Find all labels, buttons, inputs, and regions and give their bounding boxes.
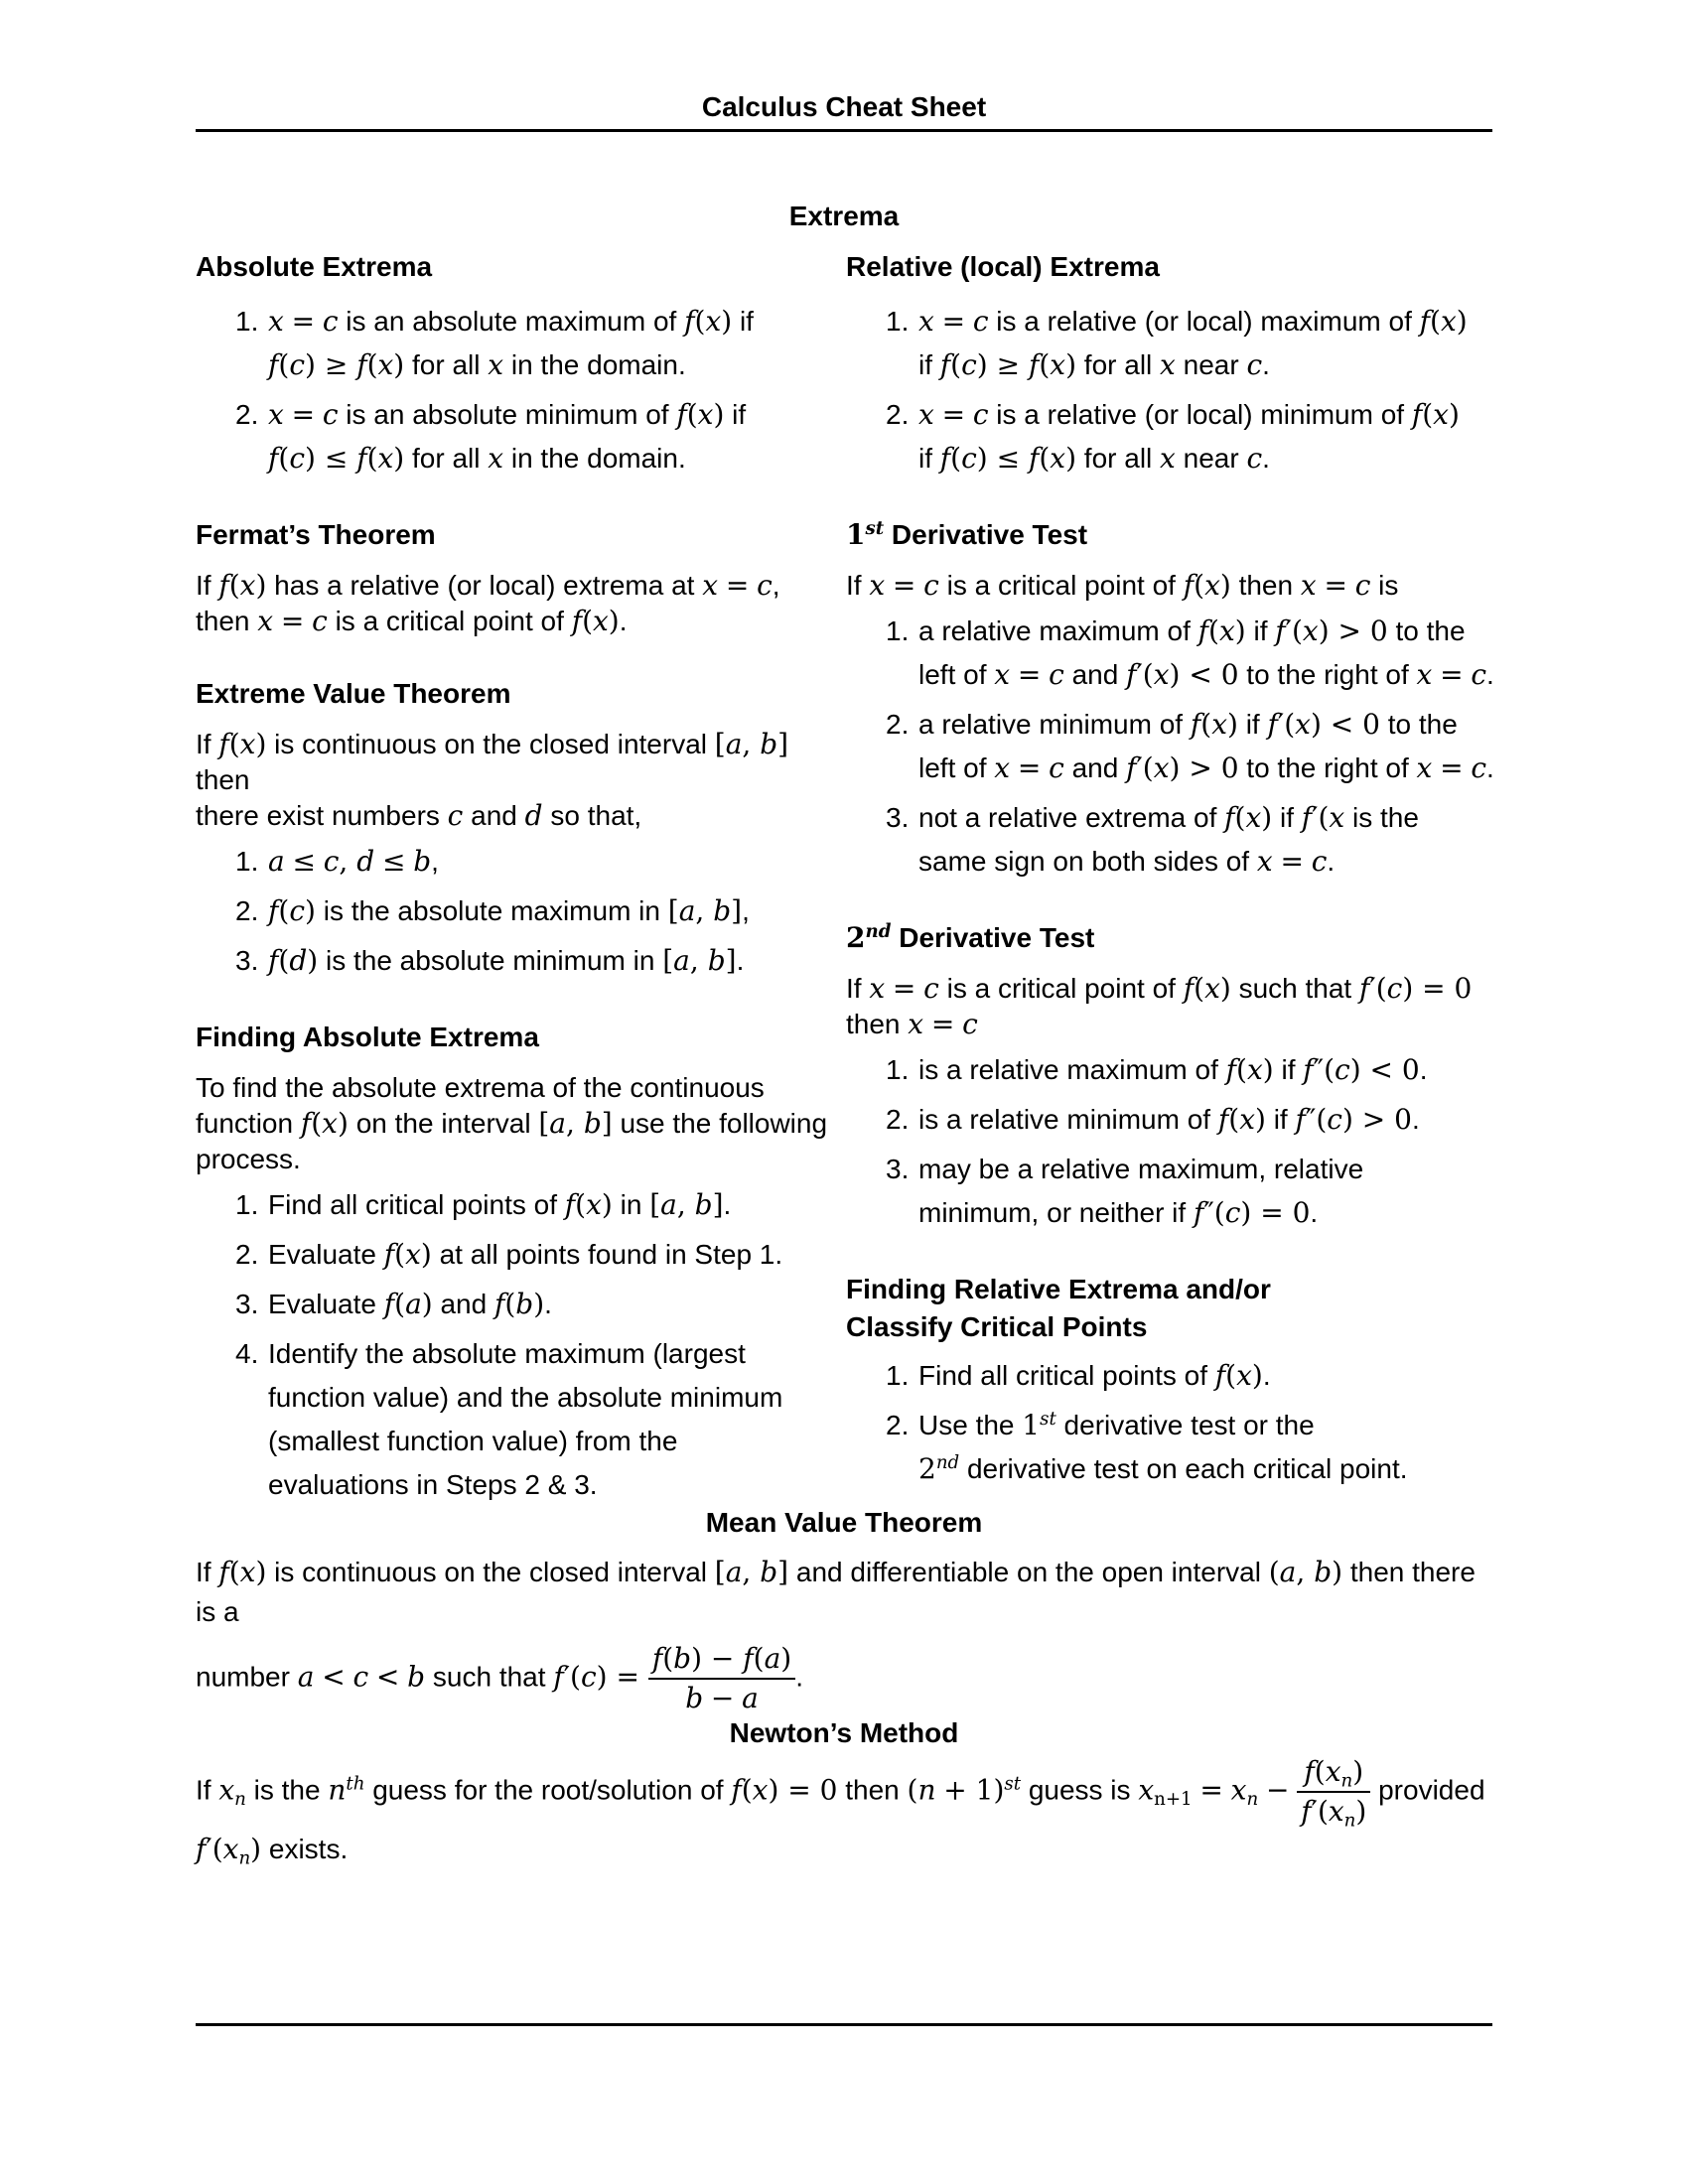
finding-abs-list: [196, 1183, 841, 1507]
absolute-extrema-heading: Absolute Extrema: [196, 251, 433, 282]
second-deriv-block: [846, 919, 1501, 1235]
evt-list: [196, 840, 841, 983]
newton-fraction: $\frac{f(x_n)}{f'(x_n)}$: [1297, 1753, 1370, 1831]
list-item: 1. is a relative maximum of f(x) if f″(c) < 0.: [886, 1053, 1428, 1086]
finding-abs-text: To find the absolute extrema of the continuous function f(x) on the interval [a, b] use the following process.: [196, 1072, 828, 1174]
evt-heading: Extreme Value Theorem: [196, 678, 511, 709]
second-deriv-heading: 2nd Derivative Test: [846, 921, 1095, 954]
list-item: 3. may be a relative maximum, relative minimum, or neither if f″(c) = 0.: [886, 1154, 1364, 1229]
list-item: 1. Find all critical points of f(x).: [886, 1359, 1271, 1392]
list-item: 2. Use the 1st derivative test or the 2nd derivative test on each critical point.: [886, 1409, 1408, 1485]
newton-text: If $x_n$ is the $n^{th}$ guess for the root/solution of f(x) = 0 then $(n + 1)^{st}$ guess is $x_{n+1} = x_n$ − $\frac{f(x_n)}{f'(x_n)}$ provided $f'(x_n)$ exists.: [196, 1755, 1485, 1869]
first-deriv-block: [846, 516, 1501, 884]
second-deriv-text: If x = c is a critical point of f(x) such that f′(c) = 0 then x = c: [846, 972, 1473, 1040]
list-item: 3. Evaluate f(a) and f(b).: [235, 1288, 552, 1320]
first-deriv-heading: 1st Derivative Test: [846, 518, 1088, 551]
footer-rule: [196, 2023, 1492, 2026]
first-deriv-text: If x = c is a critical point of f(x) then x = c is: [846, 569, 1399, 602]
list-item: 2. Evaluate f(x) at all points found in Step 1.: [235, 1238, 783, 1271]
mvt-fraction: $\frac{f(b) - f(a)}{b - a}$: [648, 1640, 795, 1717]
absolute-extrema-block: [196, 248, 841, 480]
fermat-heading: Fermat’s Theorem: [196, 519, 436, 550]
mvt-title: Mean Value Theorem: [705, 1507, 983, 1538]
fermat-block: [196, 516, 841, 639]
list-item: 1. x = c is a relative (or local) maximum of f(x) if f(c) ≥ f(x) for all x near c.: [886, 305, 1468, 381]
extrema-title: Extrema: [788, 201, 900, 231]
evt-block: [196, 675, 841, 983]
finding-rel-heading: Finding Relative Extrema and/or Classify Critical Points: [846, 1274, 1271, 1342]
list-item: 3. not a relative extrema of f(x) if f′(x is the same sign on both sides of x = c.: [886, 801, 1419, 878]
mvt-text: If f(x) is continuous on the closed interval [a, b] and differentiable on the open interval (a, b) then there is a number a < c < b such that f′(c) = $\frac{f(b) - f(a)}{b - a}$ .: [196, 1553, 1492, 1717]
list-item: 2. f(c) is the absolute maximum in [a, b],: [235, 894, 750, 927]
evt-text: If f(x) is continuous on the closed interval [a, b] then there exist numbers c and d so that,: [196, 728, 789, 832]
absolute-extrema-list: [196, 300, 841, 480]
list-item: 1. Find all critical points of f(x) in [a, b].: [235, 1188, 732, 1221]
relative-extrema-block: [846, 248, 1501, 480]
list-item: 4. Identify the absolute maximum (largest function value) and the absolute minimum (smallest function value) from the evaluations in Steps 2 & 3.: [235, 1338, 783, 1500]
list-item: 1. x = c is an absolute maximum of f(x) if f(c) ≥ f(x) for all x in the domain.: [235, 305, 754, 381]
list-item: 2. x = c is an absolute minimum of f(x) if f(c) ≤ f(x) for all x in the domain.: [235, 398, 747, 475]
newton-title: Newton’s Method: [729, 1717, 959, 1748]
finding-rel-list: [846, 1354, 1501, 1491]
list-item: 2. a relative minimum of f(x) if f′(x) < 0 to the left of x = c and f′(x) > 0 to the right of x = c.: [886, 708, 1494, 784]
finding-abs-heading: Finding Absolute Extrema: [196, 1022, 539, 1052]
list-item: 2. is a relative minimum of f(x) if f″(c) > 0.: [886, 1103, 1420, 1136]
first-deriv-list: [846, 610, 1501, 884]
list-item: 3. f(d) is the absolute minimum in [a, b].: [235, 944, 745, 977]
fermat-text: If f(x) has a relative (or local) extrema at x = c, then x = c is a critical point of f(x).: [196, 569, 780, 637]
right-column: [846, 248, 1501, 1527]
list-item: 1. a relative maximum of f(x) if f′(x) > 0 to the left of x = c and f′(x) < 0 to the right of x = c.: [886, 614, 1494, 691]
finding-rel-block: [846, 1271, 1501, 1491]
relative-extrema-list: [846, 300, 1501, 480]
page-header: Calculus Cheat Sheet: [701, 91, 987, 122]
relative-extrema-heading: Relative (local) Extrema: [846, 251, 1160, 282]
list-item: 1. a ≤ c, d ≤ b,: [235, 845, 439, 878]
finding-abs-block: [196, 1019, 841, 1507]
second-deriv-list: [846, 1048, 1501, 1235]
list-item: 2. x = c is a relative (or local) minimum of f(x) if f(c) ≤ f(x) for all x near c.: [886, 398, 1460, 475]
header-rule: [196, 129, 1492, 132]
left-column: [196, 248, 841, 1543]
